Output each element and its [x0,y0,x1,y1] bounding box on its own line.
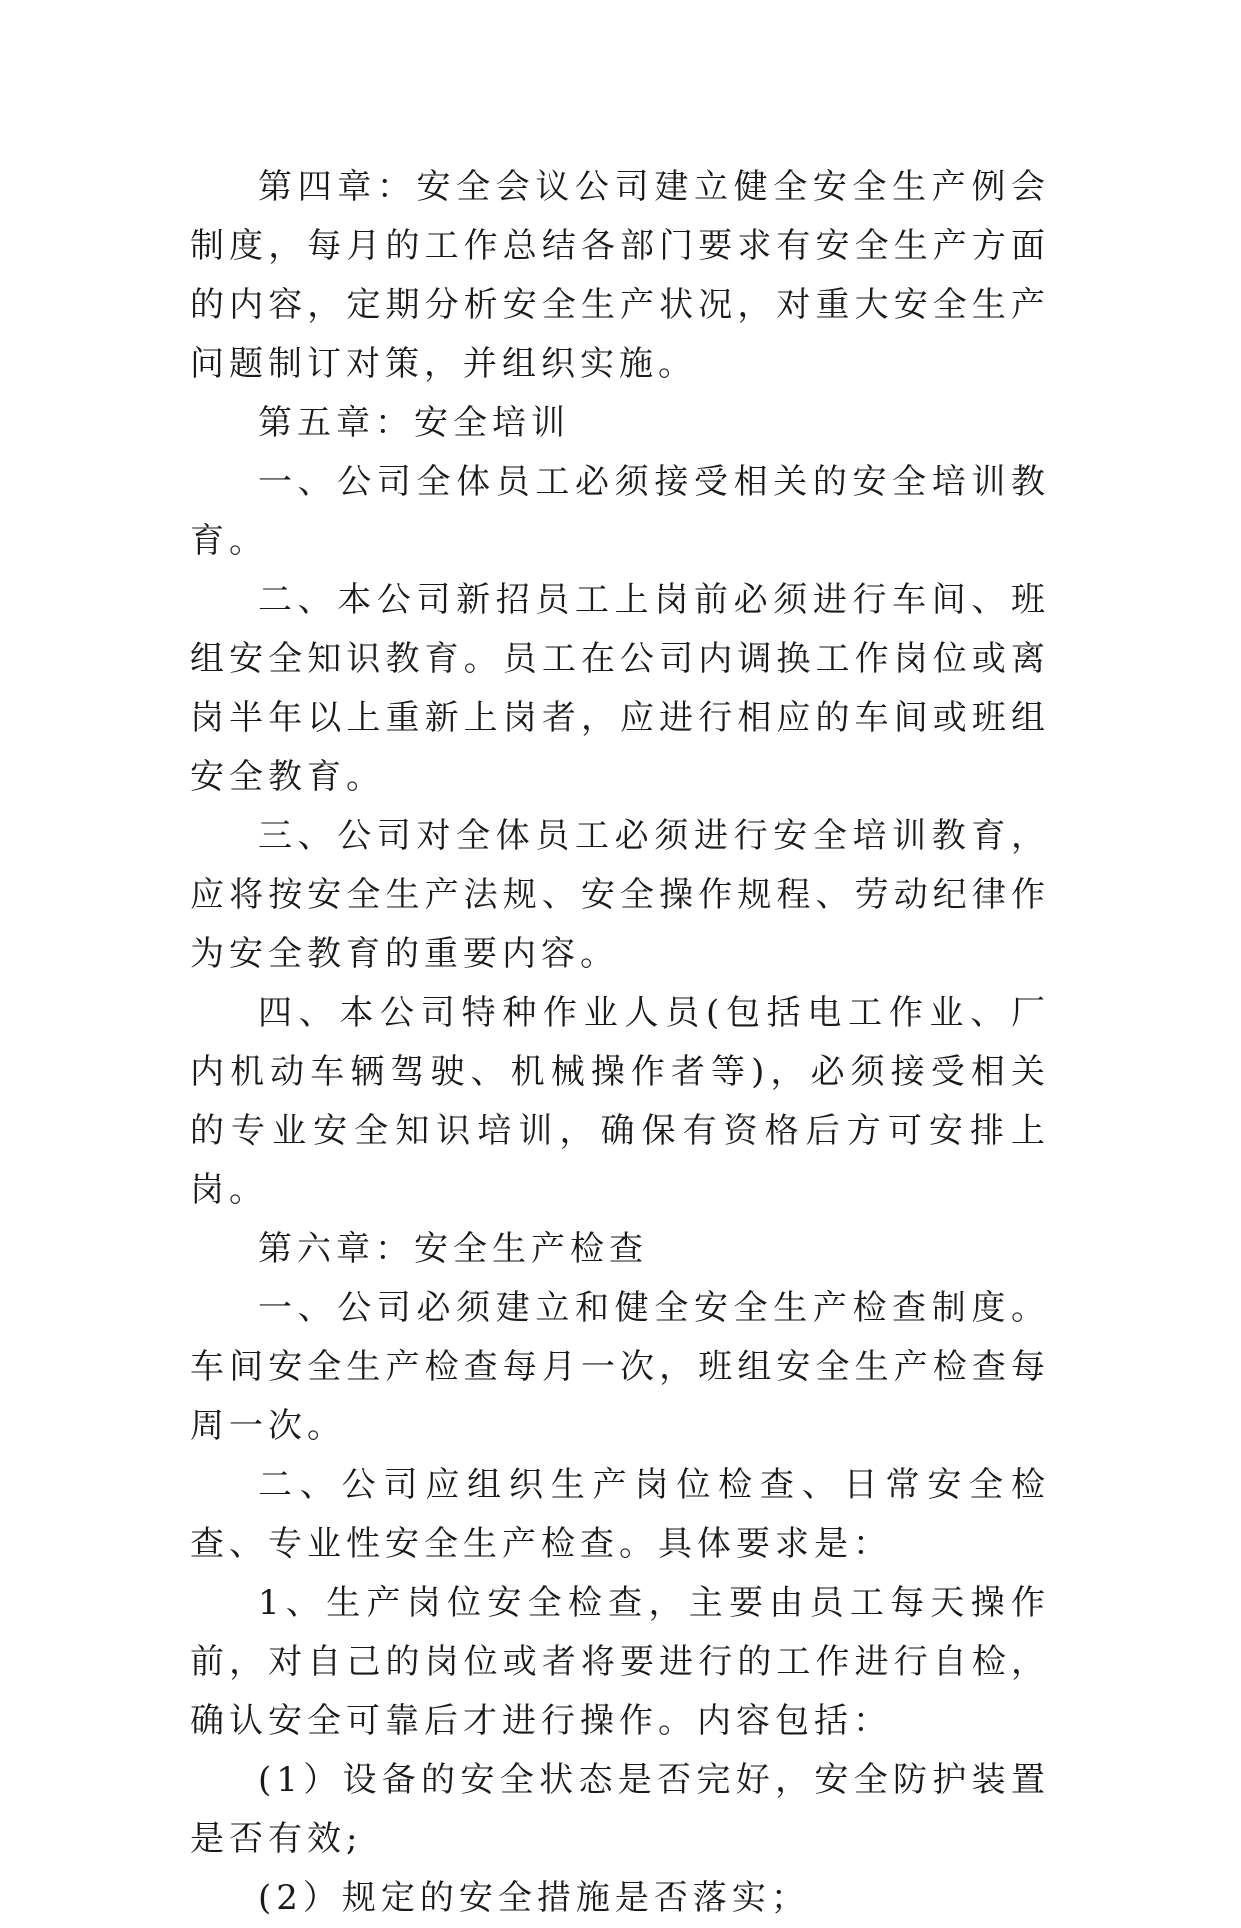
paragraph-item-3: 三、公司对全体员工必须进行安全培训教育，应将按安全生产法规、安全操作规程、劳动纪律作为安全教育的重要内容。 [190,816,1050,974]
document-body [190,158,1050,1928]
paragraph-subitem-2: (2）规定的安全措施是否落实； [258,1878,810,1918]
paragraph-item-1: 一、公司全体员工必须接受相关的安全培训教育。 [190,462,1050,561]
paragraph-check-2: 二、公司应组织生产岗位检查、日常安全检查、专业性安全生产检查。具体要求是： [190,1465,1050,1564]
paragraph-subitem-1: (1）设备的安全状态是否完好，安全防护装置是否有效; [190,1760,1050,1859]
paragraph-item-2: 二、本公司新招员工上岗前必须进行车间、班组安全知识教育。员工在公司内调换工作岗位或离岗半年以上重新上岗者，应进行相应的车间或班组安全教育。 [190,580,1050,797]
paragraph-check-1: 一、公司必须建立和健全安全生产检查制度。车间安全生产检查每月一次，班组安全生产检查每周一次。 [190,1288,1050,1446]
paragraph-post-check: 1、生产岗位安全检查，主要由员工每天操作前，对自己的岗位或者将要进行的工作进行自检，确认安全可靠后才进行操作。内容包括： [190,1583,1050,1741]
heading-chapter-5: 第五章：安全培训 [258,403,570,443]
paragraph-chapter-4: 第四章：安全会议公司建立健全安全生产例会制度，每月的工作总结各部门要求有安全生产方面的内容，定期分析安全生产状况，对重大安全生产问题制订对策，并组织实施。 [190,167,1050,384]
paragraph-item-4: 四、本公司特种作业人员(包括电工作业、厂内机动车辆驾驶、机械操作者等)，必须接受相关的专业安全知识培训，确保有资格后方可安排上岗。 [190,993,1050,1210]
heading-chapter-6: 第六章：安全生产检查 [258,1229,648,1269]
